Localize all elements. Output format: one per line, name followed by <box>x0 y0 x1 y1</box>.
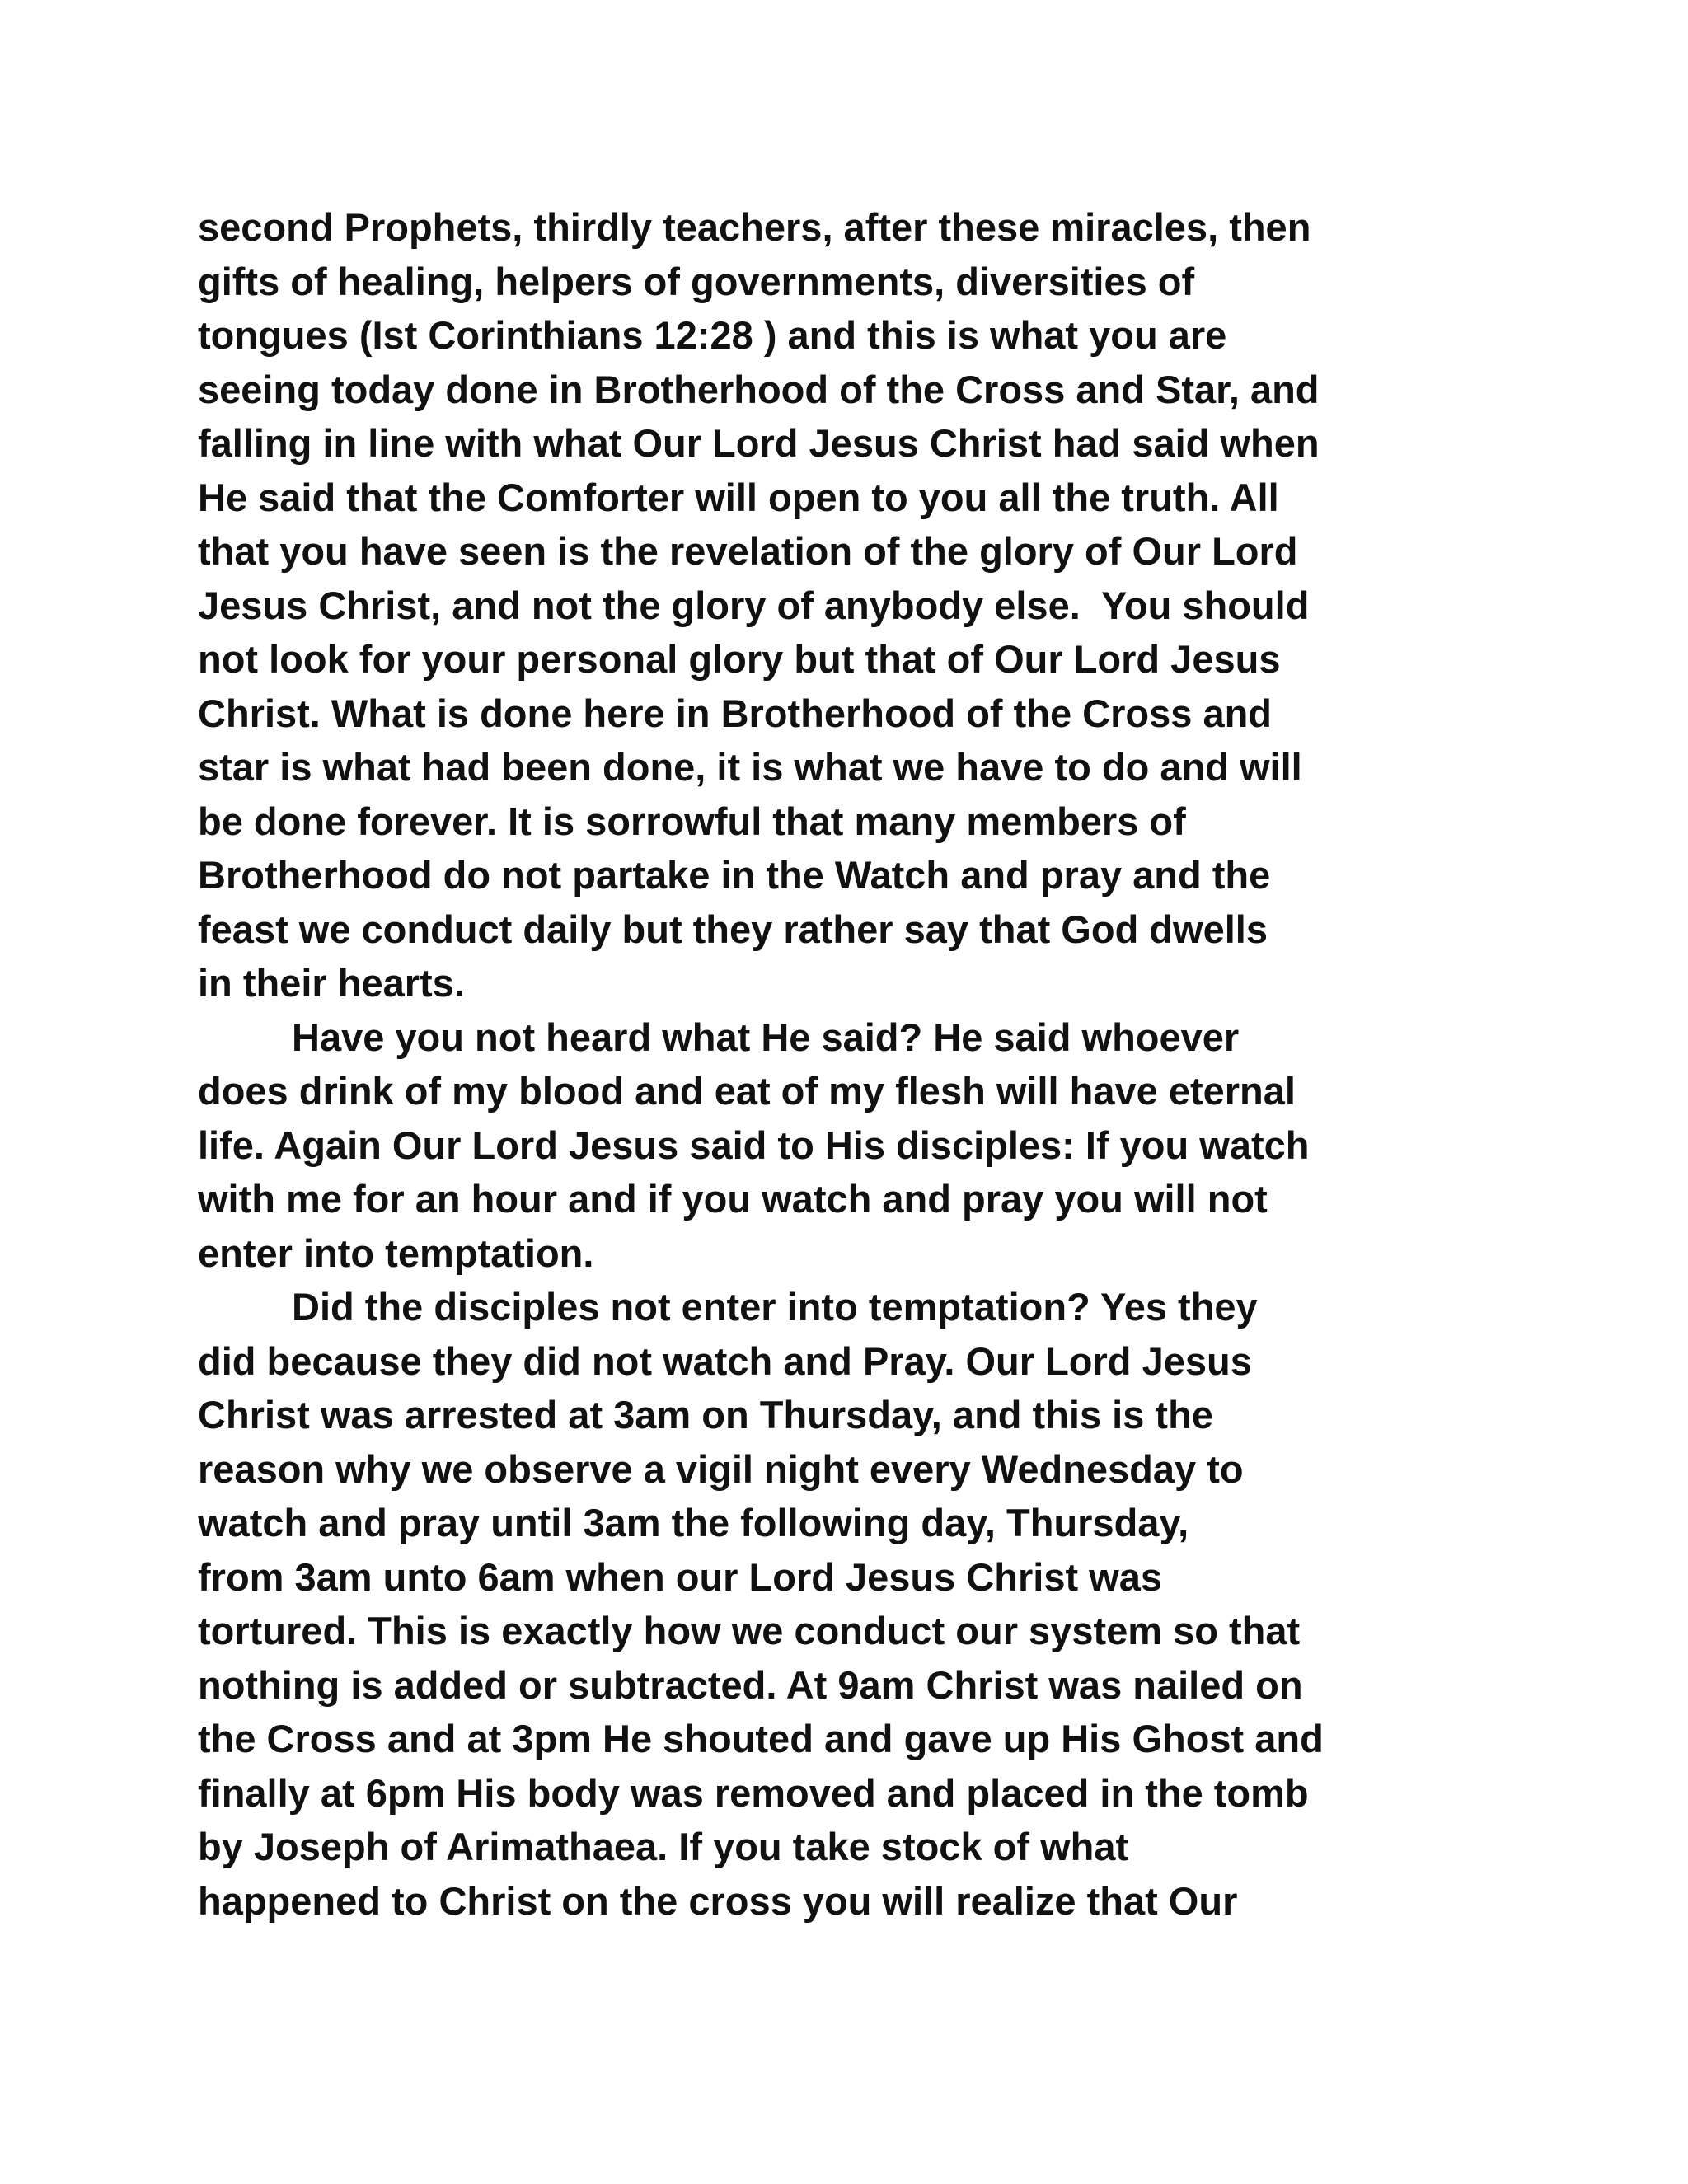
document-body <box>198 200 1533 1928</box>
text-line: second Prophets, thirdly teachers, after these miracles, then <box>198 205 1311 249</box>
text-line: seeing today done in Brotherhood of the Cross and Star, and <box>198 367 1320 411</box>
paragraph <box>198 1280 1533 1928</box>
text-line: Jesus Christ, and not the glory of anybody else. You should <box>198 583 1310 627</box>
text-line: happened to Christ on the cross you will realize that Our <box>198 1878 1238 1923</box>
text-line: falling in line with what Our Lord Jesus Christ had said when <box>198 421 1320 465</box>
paragraph <box>198 200 1533 1010</box>
text-line: Did the disciples not enter into temptation? Yes they <box>292 1285 1258 1329</box>
text-line: Christ was arrested at 3am on Thursday, and this is the <box>198 1393 1213 1436</box>
text-line: life. Again Our Lord Jesus said to His disciples: If you watch <box>198 1122 1310 1167</box>
text-line: star is what had been done, it is what we have to do and will <box>198 745 1302 789</box>
text-line: in their hearts. <box>198 961 465 1005</box>
text-line: Have you not heard what He said? He said whoever <box>292 1015 1240 1059</box>
text-line: the Cross and at 3pm He shouted and gave up His Ghost and <box>198 1717 1324 1760</box>
text-line: feast we conduct daily but they rather say that God dwells <box>198 907 1268 951</box>
text-line: finally at 6pm His body was removed and placed in the tomb <box>198 1770 1309 1815</box>
text-line: tongues (Ist Corinthians 12:28 ) and this is what you are <box>198 313 1227 357</box>
text-line: did because they did not watch and Pray. Our Lord Jesus <box>198 1338 1252 1383</box>
text-line: Christ. What is done here in Brotherhood of the Cross and <box>198 691 1273 735</box>
text-line: not look for your personal glory but that of Our Lord Jesus <box>198 637 1281 681</box>
text-line: gifts of healing, helpers of governments, diversities of <box>198 259 1195 303</box>
text-line: He said that the Comforter will open to you all the truth. All <box>198 475 1279 519</box>
text-line: Brotherhood do not partake in the Watch and pray and the <box>198 853 1271 897</box>
text-line: with me for an hour and if you watch and pray you will not <box>198 1177 1268 1221</box>
text-line: tortured. This is exactly how we conduct our system so that <box>198 1609 1301 1652</box>
text-line: enter into temptation. <box>198 1230 594 1275</box>
text-line: from 3am unto 6am when our Lord Jesus Christ was <box>198 1554 1163 1599</box>
paragraph <box>198 1010 1533 1281</box>
text-line: watch and pray until 3am the following day, Thursday, <box>198 1501 1189 1544</box>
text-line: that you have seen is the revelation of the glory of Our Lord <box>198 529 1298 573</box>
text-line: reason why we observe a vigil night every Wednesday to <box>198 1446 1244 1491</box>
text-line: nothing is added or subtracted. At 9am Christ was nailed on <box>198 1662 1303 1707</box>
text-line: be done forever. It is sorrowful that many members of <box>198 799 1186 843</box>
text-line: does drink of my blood and eat of my flesh will have eternal <box>198 1069 1296 1113</box>
text-line: by Joseph of Arimathaea. If you take stock of what <box>198 1825 1129 1868</box>
